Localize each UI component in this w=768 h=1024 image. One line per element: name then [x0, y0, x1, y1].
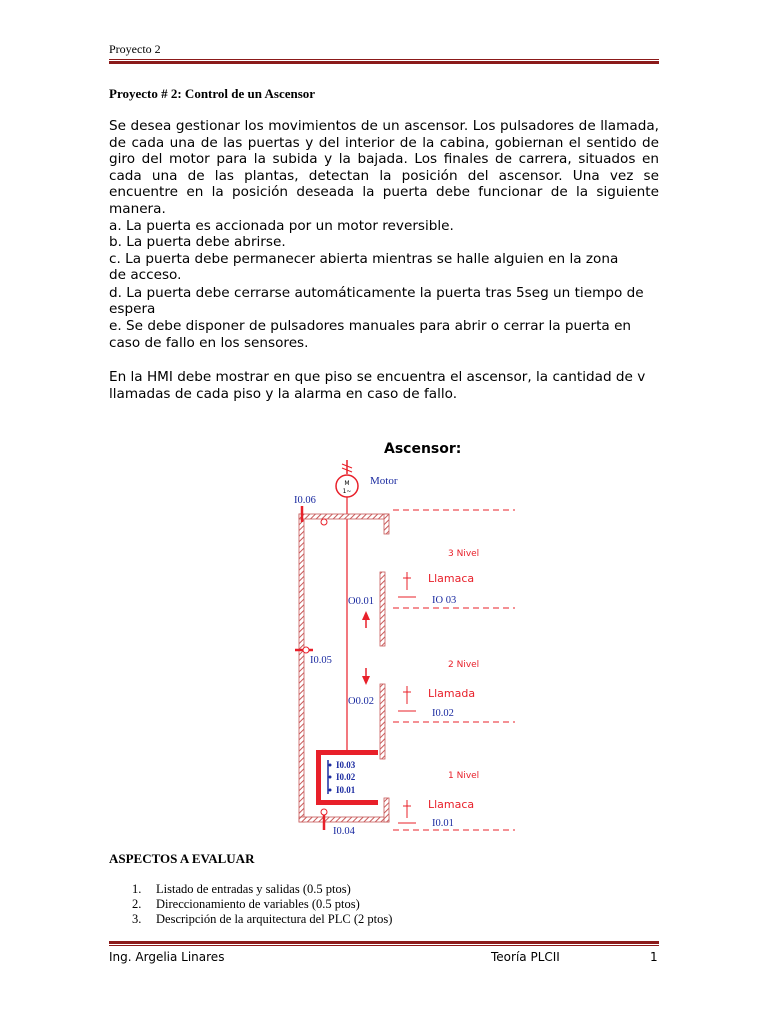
output-down-label: O0.02: [348, 696, 374, 707]
aspect-number: 2.: [132, 897, 142, 911]
aspect-number: 3.: [132, 912, 142, 926]
footer-page-number: 1: [650, 950, 658, 964]
cabin-button-2: I0.02: [336, 772, 356, 782]
sensor-label-mid: I0.05: [310, 655, 332, 666]
level-3-label: 3 Nivel: [448, 549, 480, 559]
footer-author: Ing. Argelia Linares: [109, 950, 225, 964]
arrow-down-icon: [362, 668, 370, 685]
shaft-top-wall: [299, 514, 389, 519]
document-title: Proyecto # 2: Control de un Ascensor: [109, 86, 316, 101]
cabin-button-3: I0.03: [336, 760, 356, 770]
call-input-1: I0.01: [432, 818, 454, 829]
motor-label: Motor: [370, 475, 398, 487]
output-up-label: O0.01: [348, 596, 374, 607]
cabin-button-1: I0.01: [336, 785, 356, 795]
motor-icon: [336, 460, 358, 497]
arrow-up-icon: [362, 611, 370, 628]
diagram-title: Ascensor:: [384, 441, 462, 457]
call-input-3: IO 03: [432, 595, 457, 606]
call-input-2: I0.02: [432, 708, 454, 719]
list-item-a: a. La puerta es accionada por un motor reversible.: [109, 218, 454, 234]
aspect-text: Direccionamiento de variables (0.5 ptos): [156, 897, 360, 911]
list-item-d: d. La puerta debe cerrarse automáticamente la puerta tras 5seg un tiempo de: [109, 285, 644, 301]
intro-paragraph: [109, 118, 659, 218]
hmi-line-1: En la HMI debe mostrar en que piso se encuentra el ascensor, la cantidad de v: [109, 369, 646, 385]
hmi-line-2: llamadas de cada piso y la alarma en caso de fallo.: [109, 386, 458, 402]
level-1-label: 1 Nivel: [448, 771, 480, 781]
header-label: Proyecto 2: [109, 42, 161, 56]
shaft-left-wall: [299, 514, 304, 822]
intro-line: llamada, de cada una de las puertas y del interior de la cabina, gobiernan el: [109, 118, 659, 151]
header-rule-thin: [109, 59, 659, 60]
header-rule-thick: [109, 61, 659, 64]
aspect-text: Descripción de la arquitectura del PLC (2 ptos): [156, 912, 393, 926]
list-item-d-cont: espera: [109, 301, 156, 317]
list-item-b: b. La puerta debe abrirse.: [109, 234, 286, 250]
aspect-item: [132, 912, 392, 927]
motor-symbol-top: M: [344, 480, 350, 487]
shaft-bottom-wall: [299, 817, 389, 822]
call-label-2: Llamada: [428, 687, 476, 700]
aspect-number: 1.: [132, 882, 142, 896]
footer-rule-thick: [109, 941, 659, 944]
list-item-c: c. La puerta debe permanecer abierta mientras se halle alguien en la zona: [109, 251, 619, 267]
elevator-diagram: [280, 430, 530, 840]
aspect-item: [132, 897, 360, 912]
call-button-1-icon: [398, 800, 416, 823]
sensor-label-bottom: I0.04: [333, 826, 355, 837]
aspects-title: ASPECTOS A EVALUAR: [109, 851, 255, 866]
list-item-c-cont: de acceso.: [109, 267, 182, 283]
call-button-2-icon: [398, 686, 416, 711]
aspect-item: [132, 882, 351, 897]
intro-line: sentido de giro del motor para la subida y la bajada. Los finales de carrera,: [109, 134, 659, 168]
motor-symbol-bottom: 1~: [342, 488, 352, 495]
call-label-3: Llamaca: [428, 572, 475, 585]
call-label-1: Llamaca: [428, 798, 475, 811]
level-2-label: 2 Nivel: [448, 660, 480, 670]
intro-line: Se desea gestionar los movimientos de un ascensor. Los pulsadores de: [109, 118, 596, 134]
shaft-right-wall-level2: [380, 684, 385, 759]
intro-line: vez se encuentre en la posición deseada la puerta debe funcionar de la: [109, 167, 659, 201]
shaft-right-wall-level3: [380, 572, 385, 646]
call-button-3-icon: [398, 572, 416, 597]
list-item-e-cont: caso de fallo en los sensores.: [109, 335, 309, 351]
footer-rule-thin: [109, 945, 659, 946]
footer-course: Teoría PLCII: [491, 950, 560, 964]
aspect-text: Listado de entradas y salidas (0.5 ptos): [156, 882, 351, 896]
shaft-right-wall-bottom: [384, 798, 389, 822]
intro-line: situados en cada una de las plantas, detectan la posición del ascensor. Una: [109, 151, 659, 184]
sensor-label-top: I0.06: [294, 495, 316, 506]
intro-line: siguiente manera.: [109, 184, 659, 217]
list-item-e: e. Se debe disponer de pulsadores manuales para abrir o cerrar la puerta en: [109, 318, 632, 334]
shaft-right-wall-top: [384, 514, 389, 534]
limit-switch-mid-icon: [295, 647, 313, 653]
